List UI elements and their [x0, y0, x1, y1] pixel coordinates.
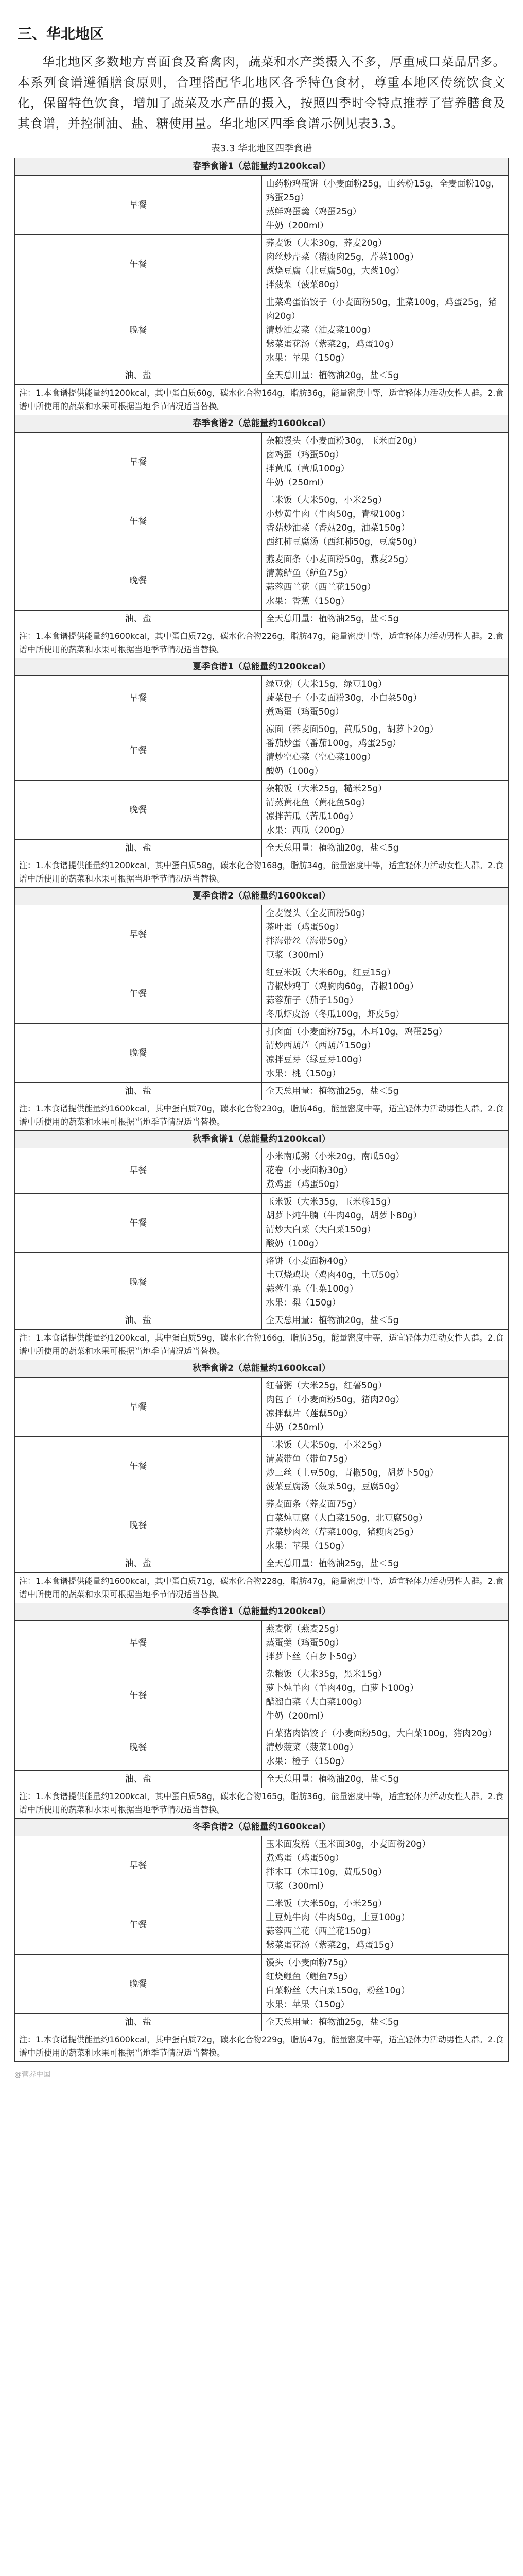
dish-item: 凉拌豆芽（绿豆芽100g）: [266, 1055, 367, 1065]
meal-row: [15, 492, 509, 551]
meal-dishes: [262, 1378, 509, 1437]
meal-name: 午餐: [15, 492, 262, 551]
dish-item: 煮鸡蛋（鸡蛋50g）: [266, 1179, 344, 1190]
dish-item: 二米饭（大米50g，小米25g）: [266, 1440, 387, 1450]
meal-dishes: [262, 721, 509, 781]
dish-item: 拌菠菜（菠菜80g）: [266, 280, 344, 290]
dish-item: 番茄炒蛋（番茄100g，鸡蛋25g）: [266, 738, 402, 749]
season-header-row: [15, 158, 509, 176]
meal-name: 早餐: [15, 1836, 262, 1895]
dish-item: 煮鸡蛋（鸡蛋50g）: [266, 1853, 344, 1863]
dish-item: 蒸鲜鸡蛋羹（鸡蛋25g）: [266, 207, 361, 217]
meal-dishes: [262, 551, 509, 611]
dish-item: 水果：香蕉（150g）: [266, 596, 350, 606]
salt-row: [15, 1083, 509, 1100]
meal-name: 早餐: [15, 1378, 262, 1437]
season-note: 注：1.本食谱提供能量约1600kcal，其中蛋白质72g，碳水化合物229g，脂肪47g，能量密度中等，适宜轻体力活动男性人群。2.食谱中所使用的蔬菜和水果可根据当地季节情况适当替换。: [15, 2031, 509, 2062]
meal-row: [15, 781, 509, 840]
dish-item: 山药粉鸡蛋饼（小麦面粉25g，山药粉15g，全麦面粉10g，鸡蛋25g）: [266, 179, 500, 203]
dish-item: 玉米面发糕（玉米面30g，小麦面粉20g）: [266, 1839, 431, 1850]
dish-item: 冬瓜虾皮汤（冬瓜100g，虾皮5g）: [266, 1009, 405, 1020]
meal-row: [15, 1895, 509, 1955]
salt-value: 全天总用量：植物油20g，盐＜5g: [262, 367, 509, 385]
dish-item: 拌萝卜丝（白萝卜50g）: [266, 1652, 361, 1662]
season-header-row: [15, 1819, 509, 1836]
dish-item: 醋溜白菜（大白菜100g）: [266, 1697, 367, 1707]
salt-row: [15, 1312, 509, 1330]
dish-item: 菠菜豆腐汤（菠菜50g，豆腐50g）: [266, 1482, 405, 1492]
meal-name: 午餐: [15, 721, 262, 781]
meal-dishes: [262, 1253, 509, 1312]
dish-item: 水果：苹果（150g）: [266, 353, 350, 363]
salt-label: 油、盐: [15, 2014, 262, 2031]
salt-row: [15, 367, 509, 385]
dish-item: 葱烧豆腐（北豆腐50g，大葱10g）: [266, 266, 405, 276]
meal-dishes: [262, 1621, 509, 1666]
dish-item: 茶叶蛋（鸡蛋50g）: [266, 922, 344, 933]
meal-dishes: [262, 1148, 509, 1194]
meal-row: [15, 1725, 509, 1771]
dish-item: 水果：苹果（150g）: [266, 1541, 350, 1551]
season-title: 春季食谱1（总能量约1200kcal）: [15, 158, 509, 176]
dish-item: 清炒菠菜（菠菜100g）: [266, 1742, 358, 1753]
note-row: [15, 1330, 509, 1360]
meal-row: [15, 1148, 509, 1194]
salt-label: 油、盐: [15, 611, 262, 628]
meal-row: [15, 433, 509, 492]
dish-item: 打卤面（小麦面粉75g，木耳10g，鸡蛋25g）: [266, 1027, 447, 1037]
dish-item: 酸奶（100g）: [266, 766, 323, 776]
salt-label: 油、盐: [15, 1312, 262, 1330]
dish-item: 卤鸡蛋（鸡蛋50g）: [266, 450, 344, 460]
meal-dishes: [262, 433, 509, 492]
meal-name: 早餐: [15, 1148, 262, 1194]
meal-name: 晚餐: [15, 294, 262, 367]
dish-item: 蒜蓉生菜（生菜100g）: [266, 1284, 358, 1294]
dish-item: 胡萝卜炖牛腩（牛肉40g，胡萝卜80g）: [266, 1211, 422, 1221]
meal-name: 午餐: [15, 1666, 262, 1725]
season-header-row: [15, 1603, 509, 1621]
meal-dishes: [262, 294, 509, 367]
dish-item: 凉面（荞麦面50g，黄瓜50g，胡萝卜20g）: [266, 724, 439, 735]
meal-dishes: [262, 1955, 509, 2014]
dish-item: 清炒空心菜（空心菜100g）: [266, 752, 376, 762]
meal-row: [15, 1253, 509, 1312]
dish-item: 凉拌藕片（莲藕50g）: [266, 1409, 353, 1419]
meal-name: 早餐: [15, 176, 262, 235]
dish-item: 清蒸带鱼（带鱼75g）: [266, 1454, 353, 1464]
dish-item: 荞麦面条（荞麦面75g）: [266, 1499, 361, 1510]
meal-row: [15, 1194, 509, 1253]
meal-row: [15, 964, 509, 1024]
meal-name: 早餐: [15, 1621, 262, 1666]
season-note: 注：1.本食谱提供能量约1200kcal，其中蛋白质60g，碳水化合物164g，脂肪36g，能量密度中等，适宜轻体力活动女性人群。2.食谱中所使用的蔬菜和水果可根据当地季节情况适当替换。: [15, 385, 509, 415]
dish-item: 水果：西瓜（200g）: [266, 825, 350, 836]
meal-dishes: [262, 1725, 509, 1771]
dish-item: 芹菜炒肉丝（芹菜100g，猪瘦肉25g）: [266, 1527, 419, 1537]
dish-item: 小米南瓜粥（小米20g，南瓜50g）: [266, 1151, 405, 1162]
dish-item: 土豆烧鸡块（鸡肉40g，土豆50g）: [266, 1270, 405, 1280]
note-row: [15, 1100, 509, 1131]
salt-row: [15, 611, 509, 628]
dish-item: 杂粮饭（大米35g，黑米15g）: [266, 1669, 387, 1680]
note-row: [15, 628, 509, 658]
meal-row: [15, 551, 509, 611]
salt-row: [15, 2014, 509, 2031]
dish-item: 清蒸黄花鱼（黄花鱼50g）: [266, 798, 370, 808]
meal-name: 晚餐: [15, 781, 262, 840]
season-title: 冬季食谱2（总能量约1600kcal）: [15, 1819, 509, 1836]
dish-item: 蒜蓉西兰花（西兰花150g）: [266, 1926, 376, 1937]
dish-item: 清炒油麦菜（油麦菜100g）: [266, 325, 376, 335]
meal-dishes: [262, 1496, 509, 1555]
meal-dishes: [262, 235, 509, 294]
dish-item: 全麦馒头（全麦面粉50g）: [266, 908, 370, 919]
dish-item: 拌黄瓜（黄瓜100g）: [266, 464, 350, 474]
salt-row: [15, 1771, 509, 1788]
dish-item: 蒜蓉茄子（茄子150g）: [266, 995, 358, 1006]
note-row: [15, 385, 509, 415]
meal-row: [15, 1836, 509, 1895]
dish-item: 拌木耳（木耳10g，黄瓜50g）: [266, 1867, 387, 1877]
dish-item: 二米饭（大米50g，小米25g）: [266, 1899, 387, 1909]
season-header-row: [15, 415, 509, 433]
season-note: 注：1.本食谱提供能量约1200kcal，其中蛋白质59g，碳水化合物166g，脂肪35g，能量密度中等，适宜轻体力活动女性人群。2.食谱中所使用的蔬菜和水果可根据当地季节情况适当替换。: [15, 1330, 509, 1360]
dish-item: 清炒大白菜（大白菜150g）: [266, 1225, 376, 1235]
meal-name: 早餐: [15, 905, 262, 964]
dish-item: 牛奶（250ml）: [266, 478, 329, 488]
dish-item: 白菜猪肉馅饺子（小麦面粉50g，大白菜100g，猪肉20g）: [266, 1728, 497, 1739]
meal-name: 午餐: [15, 1194, 262, 1253]
meal-row: [15, 1437, 509, 1496]
meal-row: [15, 1496, 509, 1555]
meal-row: [15, 235, 509, 294]
dish-item: 燕麦粥（燕麦25g）: [266, 1624, 344, 1634]
meal-name: 早餐: [15, 676, 262, 721]
meal-dishes: [262, 1437, 509, 1496]
note-row: [15, 1788, 509, 1819]
meal-row: [15, 1666, 509, 1725]
dish-item: 蒸蛋羹（鸡蛋50g）: [266, 1638, 344, 1648]
note-row: [15, 1573, 509, 1603]
dish-item: 水果：苹果（150g）: [266, 1999, 350, 2010]
meal-name: 晚餐: [15, 1496, 262, 1555]
meal-dishes: [262, 1836, 509, 1895]
meal-row: [15, 905, 509, 964]
recipe-table-body: [15, 158, 509, 2062]
meal-row: [15, 1024, 509, 1083]
dish-item: 水果：橙子（150g）: [266, 1756, 350, 1767]
season-note: 注：1.本食谱提供能量约1200kcal，其中蛋白质58g，碳水化合物165g，脂肪36g，能量密度中等，适宜轻体力活动女性人群。2.食谱中所使用的蔬菜和水果可根据当地季节情况适当替换。: [15, 1788, 509, 1819]
dish-item: 蒜蓉西兰花（西兰花150g）: [266, 582, 376, 592]
dish-item: 清炒西葫芦（西葫芦150g）: [266, 1041, 376, 1051]
dish-item: 二米饭（大米50g，小米25g）: [266, 495, 387, 505]
salt-label: 油、盐: [15, 840, 262, 857]
salt-value: 全天总用量：植物油25g，盐＜5g: [262, 1555, 509, 1573]
dish-item: 牛奶（250ml）: [266, 1422, 329, 1433]
meal-dishes: [262, 905, 509, 964]
table-caption: 表3.3 华北地区四季食谱: [211, 143, 312, 154]
dish-item: 水果：梨（150g）: [266, 1298, 341, 1308]
salt-value: 全天总用量：植物油20g，盐＜5g: [262, 840, 509, 857]
meal-row: [15, 676, 509, 721]
meal-row: [15, 1621, 509, 1666]
dish-item: 肉丝炒芹菜（猪瘦肉25g，芹菜100g）: [266, 252, 419, 262]
note-row: [15, 2031, 509, 2062]
dish-item: 绿豆粥（大米15g，绿豆10g）: [266, 679, 387, 689]
meal-dishes: [262, 964, 509, 1024]
meal-name: 午餐: [15, 1437, 262, 1496]
meal-dishes: [262, 1194, 509, 1253]
dish-item: 红薯粥（大米25g，红薯50g）: [266, 1381, 387, 1391]
dish-item: 馒头（小麦面粉75g）: [266, 1958, 353, 1968]
salt-value: 全天总用量：植物油20g，盐＜5g: [262, 1771, 509, 1788]
salt-label: 油、盐: [15, 1083, 262, 1100]
season-title: 夏季食谱1（总能量约1200kcal）: [15, 658, 509, 676]
dish-item: 牛奶（200ml）: [266, 1711, 329, 1721]
dish-item: 白菜炖豆腐（大白菜150g，北豆腐50g）: [266, 1513, 428, 1523]
meal-dishes: [262, 676, 509, 721]
season-title: 春季食谱2（总能量约1600kcal）: [15, 415, 509, 433]
meal-row: [15, 294, 509, 367]
dish-item: 水果：桃（150g）: [266, 1069, 341, 1079]
dish-item: 烙饼（小麦面粉40g）: [266, 1256, 353, 1266]
season-header-row: [15, 1360, 509, 1378]
meal-row: [15, 176, 509, 235]
dish-item: 白菜粉丝（大白菜150g，粉丝10g）: [266, 1986, 410, 1996]
dish-item: 青椒炒鸡丁（鸡胸肉60g，青椒100g）: [266, 981, 419, 992]
salt-row: [15, 840, 509, 857]
section-intro: 华北地区多数地方喜面食及畜禽肉，蔬菜和水产类摄入不多，厚重咸口菜品居多。本系列食谱遵循膳食原则，合理搭配华北地区各季特色食材，尊重本地区传统饮食文化，保留特色饮食，增加了蔬菜及水产品的摄入，按照四季时令特点推荐了营养膳食及其食谱，并控制油、盐、糖使用量。华北地区四季食谱示例见表3.3。: [18, 55, 505, 131]
salt-value: 全天总用量：植物油25g，盐＜5g: [262, 1083, 509, 1100]
season-header-row: [15, 888, 509, 905]
season-title: 夏季食谱2（总能量约1600kcal）: [15, 888, 509, 905]
dish-item: 杂粮饭（大米25g，糙米25g）: [266, 784, 387, 794]
meal-name: 晚餐: [15, 1725, 262, 1771]
meal-name: 晚餐: [15, 1024, 262, 1083]
meal-dishes: [262, 176, 509, 235]
salt-label: 油、盐: [15, 1771, 262, 1788]
meal-name: 午餐: [15, 1895, 262, 1955]
meal-row: [15, 721, 509, 781]
meal-name: 晚餐: [15, 551, 262, 611]
salt-value: 全天总用量：植物油20g，盐＜5g: [262, 1312, 509, 1330]
salt-label: 油、盐: [15, 1555, 262, 1573]
dish-item: 红豆米饭（大米60g，红豆15g）: [266, 968, 396, 978]
dish-item: 清蒸鲈鱼（鲈鱼75g）: [266, 568, 353, 579]
dish-item: 煮鸡蛋（鸡蛋50g）: [266, 707, 344, 717]
meal-name: 午餐: [15, 964, 262, 1024]
note-row: [15, 857, 509, 888]
season-title: 秋季食谱2（总能量约1600kcal）: [15, 1360, 509, 1378]
season-note: 注：1.本食谱提供能量约1600kcal，其中蛋白质71g，碳水化合物228g，脂肪47g，能量密度中等，适宜轻体力活动男性人群。2.食谱中所使用的蔬菜和水果可根据当地季节情况适当替换。: [15, 1573, 509, 1603]
season-title: 秋季食谱1（总能量约1200kcal）: [15, 1131, 509, 1148]
dish-item: 韭菜鸡蛋馅饺子（小麦面粉50g，韭菜100g，鸡蛋25g，猪肉20g）: [266, 297, 497, 321]
dish-item: 花卷（小麦面粉30g）: [266, 1165, 353, 1176]
meal-dishes: [262, 1666, 509, 1725]
dish-item: 炒三丝（土豆50g，青椒50g，胡萝卜50g）: [266, 1468, 439, 1478]
dish-item: 蔬菜包子（小麦面粉30g，小白菜50g）: [266, 693, 422, 703]
salt-value: 全天总用量：植物油25g，盐＜5g: [262, 2014, 509, 2031]
season-note: 注：1.本食谱提供能量约1600kcal，其中蛋白质70g，碳水化合物230g，脂肪46g，能量密度中等，适宜轻体力活动男性人群。2.食谱中所使用的蔬菜和水果可根据当地季节情况适当替换。: [15, 1100, 509, 1131]
dish-item: 牛奶（200ml）: [266, 221, 329, 231]
dish-item: 酸奶（100g）: [266, 1239, 323, 1249]
dish-item: 凉拌苦瓜（苦瓜100g）: [266, 811, 358, 822]
dish-item: 肉包子（小麦面粉50g，猪肉20g）: [266, 1395, 405, 1405]
season-title: 冬季食谱1（总能量约1200kcal）: [15, 1603, 509, 1621]
dish-item: 豆浆（300ml）: [266, 1881, 329, 1891]
dish-item: 土豆炖牛肉（牛肉50g，土豆100g）: [266, 1912, 410, 1923]
season-header-row: [15, 658, 509, 676]
dish-item: 小炒黄牛肉（牛肉50g，青椒100g）: [266, 509, 410, 519]
meal-name: 晚餐: [15, 1955, 262, 2014]
dish-item: 香菇炒油菜（香菇20g，油菜150g）: [266, 523, 410, 533]
section-title: 三、华北地区: [18, 25, 104, 42]
dish-item: 紫菜蛋花汤（紫菜2g，鸡蛋15g）: [266, 1940, 399, 1951]
salt-row: [15, 1555, 509, 1573]
meal-dishes: [262, 1895, 509, 1955]
dish-item: 燕麦面条（小麦面粉50g，燕麦25g）: [266, 554, 413, 565]
meal-row: [15, 1955, 509, 2014]
dish-item: 玉米饭（大米35g，玉米糁15g）: [266, 1197, 396, 1207]
dish-item: 豆浆（300ml）: [266, 950, 329, 960]
meal-dishes: [262, 1024, 509, 1083]
season-header-row: [15, 1131, 509, 1148]
meal-dishes: [262, 781, 509, 840]
watermark-text: @营养中国: [14, 2071, 50, 2079]
dish-item: 西红柿豆腐汤（西红柿50g，豆腐50g）: [266, 537, 422, 547]
dish-item: 红烧鲤鱼（鲤鱼75g）: [266, 1972, 353, 1982]
season-note: 注：1.本食谱提供能量约1600kcal，其中蛋白质72g，碳水化合物226g，脂肪47g，能量密度中等，适宜轻体力活动男性人群。2.食谱中所使用的蔬菜和水果可根据当地季节情况适当替换。: [15, 628, 509, 658]
meal-row: [15, 1378, 509, 1437]
dish-item: 拌海带丝（海带50g）: [266, 936, 353, 946]
dish-item: 杂粮馒头（小麦面粉30g，玉米面20g）: [266, 436, 422, 446]
dish-item: 荞麦饭（大米30g，荞麦20g）: [266, 238, 387, 248]
dish-item: 萝卜炖羊肉（羊肉40g，白萝卜100g）: [266, 1683, 419, 1693]
season-note: 注：1.本食谱提供能量约1200kcal，其中蛋白质58g，碳水化合物168g，脂肪34g，能量密度中等，适宜轻体力活动女性人群。2.食谱中所使用的蔬菜和水果可根据当地季节情况适当替换。: [15, 857, 509, 888]
salt-value: 全天总用量：植物油25g，盐＜5g: [262, 611, 509, 628]
meal-name: 早餐: [15, 433, 262, 492]
meal-name: 午餐: [15, 235, 262, 294]
meal-dishes: [262, 492, 509, 551]
dish-item: 紫菜蛋花汤（紫菜2g，鸡蛋10g）: [266, 339, 399, 349]
recipe-table: [14, 158, 509, 2062]
salt-label: 油、盐: [15, 367, 262, 385]
meal-name: 晚餐: [15, 1253, 262, 1312]
